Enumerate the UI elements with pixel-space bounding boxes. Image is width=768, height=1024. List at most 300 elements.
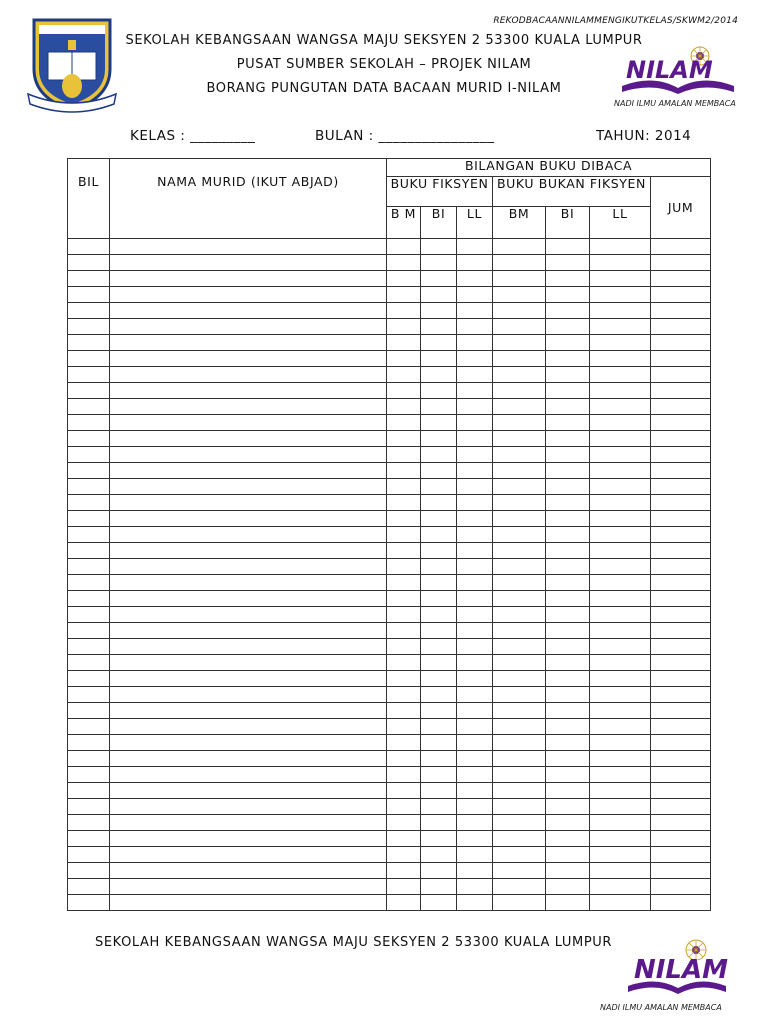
table-cell[interactable]: [421, 303, 457, 319]
table-cell[interactable]: [110, 319, 387, 335]
table-cell[interactable]: [651, 383, 711, 399]
table-cell[interactable]: [651, 655, 711, 671]
table-cell[interactable]: [590, 815, 651, 831]
table-cell[interactable]: [457, 447, 493, 463]
table-cell[interactable]: [387, 719, 421, 735]
table-cell[interactable]: [493, 751, 546, 767]
table-cell[interactable]: [651, 239, 711, 255]
table-cell[interactable]: [110, 351, 387, 367]
table-cell[interactable]: [651, 831, 711, 847]
table-cell[interactable]: [68, 767, 110, 783]
table-cell[interactable]: [546, 687, 590, 703]
table-cell[interactable]: [110, 591, 387, 607]
table-cell[interactable]: [110, 671, 387, 687]
table-cell[interactable]: [493, 847, 546, 863]
table-cell[interactable]: [421, 623, 457, 639]
table-cell[interactable]: [421, 319, 457, 335]
table-cell[interactable]: [493, 479, 546, 495]
table-cell[interactable]: [457, 591, 493, 607]
table-cell[interactable]: [457, 783, 493, 799]
table-cell[interactable]: [457, 319, 493, 335]
table-cell[interactable]: [546, 863, 590, 879]
table-cell[interactable]: [493, 543, 546, 559]
table-cell[interactable]: [68, 879, 110, 895]
table-cell[interactable]: [68, 671, 110, 687]
table-cell[interactable]: [387, 767, 421, 783]
table-cell[interactable]: [421, 767, 457, 783]
table-cell[interactable]: [110, 815, 387, 831]
table-cell[interactable]: [651, 367, 711, 383]
table-cell[interactable]: [387, 559, 421, 575]
table-cell[interactable]: [493, 511, 546, 527]
table-cell[interactable]: [110, 559, 387, 575]
table-cell[interactable]: [387, 735, 421, 751]
table-cell[interactable]: [493, 431, 546, 447]
table-cell[interactable]: [493, 831, 546, 847]
table-cell[interactable]: [493, 607, 546, 623]
table-cell[interactable]: [493, 591, 546, 607]
table-cell[interactable]: [590, 783, 651, 799]
table-cell[interactable]: [68, 719, 110, 735]
table-cell[interactable]: [590, 607, 651, 623]
table-cell[interactable]: [68, 367, 110, 383]
table-cell[interactable]: [387, 335, 421, 351]
table-cell[interactable]: [68, 847, 110, 863]
table-cell[interactable]: [493, 879, 546, 895]
table-cell[interactable]: [421, 671, 457, 687]
table-cell[interactable]: [68, 351, 110, 367]
table-cell[interactable]: [421, 639, 457, 655]
table-cell[interactable]: [421, 591, 457, 607]
table-cell[interactable]: [421, 735, 457, 751]
table-cell[interactable]: [590, 271, 651, 287]
table-cell[interactable]: [421, 495, 457, 511]
table-cell[interactable]: [546, 319, 590, 335]
table-cell[interactable]: [387, 607, 421, 623]
table-cell[interactable]: [387, 799, 421, 815]
table-cell[interactable]: [457, 367, 493, 383]
table-cell[interactable]: [590, 847, 651, 863]
table-cell[interactable]: [68, 863, 110, 879]
table-cell[interactable]: [493, 335, 546, 351]
table-cell[interactable]: [68, 415, 110, 431]
table-cell[interactable]: [457, 751, 493, 767]
table-cell[interactable]: [110, 623, 387, 639]
table-cell[interactable]: [68, 463, 110, 479]
table-cell[interactable]: [493, 719, 546, 735]
table-cell[interactable]: [651, 271, 711, 287]
table-cell[interactable]: [590, 431, 651, 447]
table-cell[interactable]: [387, 575, 421, 591]
table-cell[interactable]: [493, 767, 546, 783]
table-cell[interactable]: [651, 591, 711, 607]
table-cell[interactable]: [421, 863, 457, 879]
table-cell[interactable]: [457, 271, 493, 287]
table-cell[interactable]: [457, 303, 493, 319]
table-cell[interactable]: [590, 671, 651, 687]
table-cell[interactable]: [651, 783, 711, 799]
table-cell[interactable]: [421, 895, 457, 911]
table-cell[interactable]: [421, 239, 457, 255]
table-cell[interactable]: [546, 623, 590, 639]
table-cell[interactable]: [421, 687, 457, 703]
table-cell[interactable]: [421, 447, 457, 463]
table-cell[interactable]: [651, 623, 711, 639]
table-cell[interactable]: [651, 847, 711, 863]
table-cell[interactable]: [651, 255, 711, 271]
table-cell[interactable]: [68, 511, 110, 527]
table-cell[interactable]: [421, 527, 457, 543]
table-cell[interactable]: [651, 799, 711, 815]
table-cell[interactable]: [590, 303, 651, 319]
table-cell[interactable]: [421, 335, 457, 351]
table-cell[interactable]: [590, 895, 651, 911]
table-cell[interactable]: [110, 639, 387, 655]
table-cell[interactable]: [110, 431, 387, 447]
table-cell[interactable]: [457, 415, 493, 431]
table-cell[interactable]: [493, 255, 546, 271]
table-cell[interactable]: [590, 447, 651, 463]
table-cell[interactable]: [493, 383, 546, 399]
table-cell[interactable]: [493, 271, 546, 287]
table-cell[interactable]: [546, 527, 590, 543]
table-cell[interactable]: [110, 415, 387, 431]
table-cell[interactable]: [457, 735, 493, 751]
table-cell[interactable]: [110, 447, 387, 463]
table-cell[interactable]: [421, 415, 457, 431]
table-cell[interactable]: [457, 671, 493, 687]
table-cell[interactable]: [68, 815, 110, 831]
table-cell[interactable]: [68, 831, 110, 847]
table-cell[interactable]: [546, 639, 590, 655]
table-cell[interactable]: [590, 655, 651, 671]
table-cell[interactable]: [110, 271, 387, 287]
table-cell[interactable]: [651, 895, 711, 911]
table-cell[interactable]: [457, 799, 493, 815]
table-cell[interactable]: [651, 671, 711, 687]
table-cell[interactable]: [68, 255, 110, 271]
table-cell[interactable]: [546, 383, 590, 399]
table-cell[interactable]: [68, 431, 110, 447]
table-cell[interactable]: [110, 863, 387, 879]
table-cell[interactable]: [493, 367, 546, 383]
table-cell[interactable]: [110, 303, 387, 319]
table-cell[interactable]: [590, 767, 651, 783]
table-cell[interactable]: [590, 623, 651, 639]
table-cell[interactable]: [493, 399, 546, 415]
table-cell[interactable]: [590, 511, 651, 527]
table-cell[interactable]: [110, 383, 387, 399]
table-cell[interactable]: [457, 895, 493, 911]
table-cell[interactable]: [110, 767, 387, 783]
table-cell[interactable]: [457, 351, 493, 367]
table-cell[interactable]: [387, 303, 421, 319]
table-cell[interactable]: [457, 511, 493, 527]
table-cell[interactable]: [457, 687, 493, 703]
table-cell[interactable]: [421, 751, 457, 767]
table-cell[interactable]: [546, 671, 590, 687]
table-cell[interactable]: [387, 655, 421, 671]
table-cell[interactable]: [651, 687, 711, 703]
table-cell[interactable]: [421, 511, 457, 527]
table-cell[interactable]: [68, 623, 110, 639]
table-cell[interactable]: [387, 703, 421, 719]
table-cell[interactable]: [457, 719, 493, 735]
table-cell[interactable]: [387, 255, 421, 271]
table-cell[interactable]: [110, 703, 387, 719]
table-cell[interactable]: [651, 495, 711, 511]
table-cell[interactable]: [457, 239, 493, 255]
table-cell[interactable]: [493, 239, 546, 255]
table-cell[interactable]: [421, 847, 457, 863]
table-cell[interactable]: [110, 751, 387, 767]
table-cell[interactable]: [546, 303, 590, 319]
table-cell[interactable]: [387, 879, 421, 895]
table-cell[interactable]: [457, 559, 493, 575]
table-cell[interactable]: [387, 751, 421, 767]
table-cell[interactable]: [110, 511, 387, 527]
table-cell[interactable]: [546, 239, 590, 255]
table-cell[interactable]: [457, 703, 493, 719]
table-cell[interactable]: [457, 287, 493, 303]
table-cell[interactable]: [493, 703, 546, 719]
table-cell[interactable]: [651, 399, 711, 415]
table-cell[interactable]: [493, 559, 546, 575]
table-cell[interactable]: [546, 607, 590, 623]
table-cell[interactable]: [110, 687, 387, 703]
table-cell[interactable]: [651, 863, 711, 879]
table-cell[interactable]: [546, 703, 590, 719]
table-cell[interactable]: [457, 383, 493, 399]
table-cell[interactable]: [421, 815, 457, 831]
table-cell[interactable]: [110, 287, 387, 303]
table-cell[interactable]: [387, 351, 421, 367]
table-cell[interactable]: [68, 479, 110, 495]
table-cell[interactable]: [68, 783, 110, 799]
table-cell[interactable]: [387, 543, 421, 559]
table-cell[interactable]: [457, 575, 493, 591]
table-cell[interactable]: [68, 383, 110, 399]
table-cell[interactable]: [421, 831, 457, 847]
table-cell[interactable]: [68, 495, 110, 511]
table-cell[interactable]: [68, 655, 110, 671]
table-cell[interactable]: [590, 831, 651, 847]
table-cell[interactable]: [387, 591, 421, 607]
table-cell[interactable]: [651, 607, 711, 623]
table-cell[interactable]: [546, 495, 590, 511]
table-cell[interactable]: [457, 431, 493, 447]
table-cell[interactable]: [493, 623, 546, 639]
table-cell[interactable]: [590, 799, 651, 815]
table-cell[interactable]: [493, 687, 546, 703]
table-cell[interactable]: [421, 655, 457, 671]
table-cell[interactable]: [493, 447, 546, 463]
table-cell[interactable]: [457, 639, 493, 655]
table-cell[interactable]: [493, 895, 546, 911]
table-cell[interactable]: [68, 303, 110, 319]
table-cell[interactable]: [110, 255, 387, 271]
table-cell[interactable]: [651, 639, 711, 655]
table-cell[interactable]: [68, 735, 110, 751]
table-cell[interactable]: [546, 879, 590, 895]
table-cell[interactable]: [387, 895, 421, 911]
table-cell[interactable]: [590, 575, 651, 591]
table-cell[interactable]: [68, 543, 110, 559]
table-cell[interactable]: [493, 639, 546, 655]
table-cell[interactable]: [651, 527, 711, 543]
table-cell[interactable]: [493, 815, 546, 831]
bulan-blank[interactable]: ________________: [378, 128, 495, 144]
table-cell[interactable]: [590, 527, 651, 543]
table-cell[interactable]: [110, 655, 387, 671]
table-cell[interactable]: [421, 383, 457, 399]
table-cell[interactable]: [457, 495, 493, 511]
table-cell[interactable]: [387, 447, 421, 463]
table-cell[interactable]: [421, 271, 457, 287]
table-cell[interactable]: [457, 399, 493, 415]
table-cell[interactable]: [457, 623, 493, 639]
table-cell[interactable]: [387, 463, 421, 479]
table-cell[interactable]: [457, 863, 493, 879]
table-cell[interactable]: [457, 767, 493, 783]
table-cell[interactable]: [546, 399, 590, 415]
table-cell[interactable]: [590, 463, 651, 479]
table-cell[interactable]: [590, 415, 651, 431]
table-cell[interactable]: [546, 351, 590, 367]
table-cell[interactable]: [546, 335, 590, 351]
table-cell[interactable]: [457, 655, 493, 671]
table-cell[interactable]: [651, 463, 711, 479]
table-cell[interactable]: [387, 863, 421, 879]
table-cell[interactable]: [421, 719, 457, 735]
table-cell[interactable]: [110, 479, 387, 495]
table-cell[interactable]: [493, 671, 546, 687]
table-cell[interactable]: [387, 527, 421, 543]
table-cell[interactable]: [421, 351, 457, 367]
table-cell[interactable]: [421, 543, 457, 559]
table-cell[interactable]: [651, 511, 711, 527]
table-cell[interactable]: [68, 287, 110, 303]
table-cell[interactable]: [110, 735, 387, 751]
table-cell[interactable]: [387, 383, 421, 399]
table-cell[interactable]: [457, 815, 493, 831]
table-cell[interactable]: [590, 879, 651, 895]
table-cell[interactable]: [68, 639, 110, 655]
table-cell[interactable]: [387, 415, 421, 431]
table-cell[interactable]: [546, 655, 590, 671]
table-cell[interactable]: [457, 335, 493, 351]
table-cell[interactable]: [387, 783, 421, 799]
table-cell[interactable]: [68, 751, 110, 767]
table-cell[interactable]: [651, 815, 711, 831]
table-cell[interactable]: [387, 847, 421, 863]
table-cell[interactable]: [387, 319, 421, 335]
table-cell[interactable]: [421, 367, 457, 383]
table-cell[interactable]: [651, 335, 711, 351]
table-cell[interactable]: [110, 799, 387, 815]
table-cell[interactable]: [590, 735, 651, 751]
table-cell[interactable]: [110, 895, 387, 911]
table-cell[interactable]: [546, 719, 590, 735]
table-cell[interactable]: [493, 463, 546, 479]
table-cell[interactable]: [421, 479, 457, 495]
table-cell[interactable]: [651, 559, 711, 575]
table-cell[interactable]: [546, 431, 590, 447]
table-cell[interactable]: [590, 287, 651, 303]
table-cell[interactable]: [110, 239, 387, 255]
table-cell[interactable]: [457, 879, 493, 895]
table-cell[interactable]: [110, 543, 387, 559]
table-cell[interactable]: [68, 703, 110, 719]
table-cell[interactable]: [546, 591, 590, 607]
kelas-blank[interactable]: _________: [190, 128, 256, 144]
table-cell[interactable]: [457, 607, 493, 623]
table-cell[interactable]: [651, 543, 711, 559]
table-cell[interactable]: [387, 511, 421, 527]
table-cell[interactable]: [546, 287, 590, 303]
table-cell[interactable]: [421, 399, 457, 415]
table-cell[interactable]: [546, 767, 590, 783]
table-cell[interactable]: [421, 463, 457, 479]
table-cell[interactable]: [493, 863, 546, 879]
table-cell[interactable]: [68, 591, 110, 607]
table-cell[interactable]: [387, 399, 421, 415]
table-cell[interactable]: [651, 751, 711, 767]
table-cell[interactable]: [546, 479, 590, 495]
table-cell[interactable]: [387, 623, 421, 639]
table-cell[interactable]: [590, 383, 651, 399]
table-cell[interactable]: [110, 399, 387, 415]
table-cell[interactable]: [387, 831, 421, 847]
table-cell[interactable]: [546, 895, 590, 911]
table-cell[interactable]: [421, 607, 457, 623]
table-cell[interactable]: [651, 319, 711, 335]
table-cell[interactable]: [651, 351, 711, 367]
table-cell[interactable]: [387, 671, 421, 687]
table-cell[interactable]: [110, 575, 387, 591]
table-cell[interactable]: [457, 527, 493, 543]
table-cell[interactable]: [457, 831, 493, 847]
table-cell[interactable]: [546, 751, 590, 767]
table-cell[interactable]: [546, 815, 590, 831]
table-cell[interactable]: [651, 303, 711, 319]
table-cell[interactable]: [421, 431, 457, 447]
table-cell[interactable]: [546, 255, 590, 271]
table-cell[interactable]: [590, 239, 651, 255]
table-cell[interactable]: [110, 783, 387, 799]
table-cell[interactable]: [457, 847, 493, 863]
table-cell[interactable]: [387, 479, 421, 495]
table-cell[interactable]: [546, 543, 590, 559]
table-cell[interactable]: [546, 783, 590, 799]
table-cell[interactable]: [546, 799, 590, 815]
table-cell[interactable]: [546, 367, 590, 383]
table-cell[interactable]: [110, 367, 387, 383]
table-cell[interactable]: [493, 735, 546, 751]
table-cell[interactable]: [590, 687, 651, 703]
table-cell[interactable]: [590, 751, 651, 767]
table-cell[interactable]: [387, 239, 421, 255]
table-cell[interactable]: [110, 847, 387, 863]
table-cell[interactable]: [651, 719, 711, 735]
table-cell[interactable]: [110, 335, 387, 351]
table-cell[interactable]: [68, 319, 110, 335]
table-cell[interactable]: [68, 399, 110, 415]
table-cell[interactable]: [590, 559, 651, 575]
table-cell[interactable]: [110, 527, 387, 543]
table-cell[interactable]: [421, 287, 457, 303]
table-cell[interactable]: [546, 447, 590, 463]
